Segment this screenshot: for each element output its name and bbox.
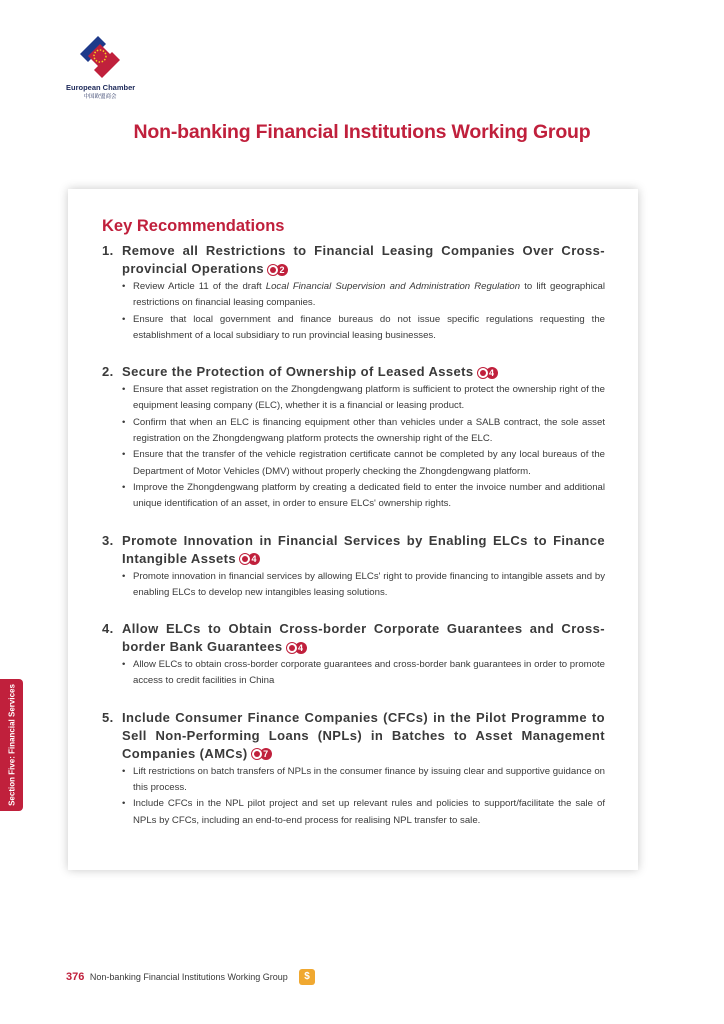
recommendation-number: 4. — [102, 621, 114, 637]
target-icon — [267, 264, 279, 276]
recommendation-title: Promote Innovation in Financial Services by Enabling ELCs to Finance Intangible Assets — [122, 532, 605, 566]
recommendation — [102, 242, 605, 344]
bullet-item: • Confirm that when an ELC is financing equipment other than vehicles under a SALB contract, the sole asset registration on the Zhongdengwang platform protects the ownership right of the ELC. — [122, 415, 605, 448]
rating-number: 4 — [295, 642, 307, 654]
rating-badge — [286, 642, 307, 654]
recommendation-title: Remove all Restrictions to Financial Leasing Companies Over Cross-provincial Operations — [122, 243, 605, 276]
rating-number: 7 — [260, 748, 272, 760]
rating-badge — [267, 264, 288, 276]
page-footer — [66, 971, 288, 983]
rating-badge — [251, 748, 272, 760]
section-heading: Key Recommendations — [102, 217, 285, 235]
section-side-tab-label: Section Five: Financial Services — [7, 684, 16, 806]
bullet-item: • Ensure that asset registration on the Zhongdengwang platform is sufficient to protect the ownership right of the equipment leasing company (ELC), whether it is a financial or leasing product. — [122, 382, 605, 415]
money-bag-icon: $ — [299, 969, 315, 985]
rating-number: 4 — [248, 553, 260, 565]
target-icon — [477, 367, 489, 379]
bullet-item: • Lift restrictions on batch transfers of NPLs in the consumer finance by issuing clear and supportive guidance on this process. — [122, 764, 605, 797]
rating-badge — [239, 553, 260, 565]
recommendation-title: Include Consumer Finance Companies (CFCs) in the Pilot Programme to Sell Non-Performing Loans (NPLs) in Batches to Asset Management Companies (AMCs) — [122, 709, 605, 761]
footer-running-title: Non-banking Financial Institutions Working Group — [89, 972, 288, 982]
logo-mark — [78, 34, 122, 80]
page-title: Non-banking Financial Institutions Working Group — [133, 121, 591, 143]
bullet-item: • Ensure that local government and finance bureaus do not issue specific regulations requesting the establishment of a local subsidiary to run provincial leasing businesses. — [122, 312, 605, 345]
recommendation-number: 5. — [102, 709, 114, 725]
rating-number: 2 — [276, 264, 288, 276]
recommendation-number: 2. — [102, 364, 114, 380]
section-side-tab[interactable] — [0, 679, 23, 811]
recommendation-title: Allow ELCs to Obtain Cross-border Corporate Guarantees and Cross-border Bank Guarantees — [122, 621, 605, 655]
recommendation — [102, 709, 605, 829]
recommendation-number: 3. — [102, 532, 114, 548]
recommendation-number: 1. — [102, 243, 114, 258]
bullet-item: • Ensure that the transfer of the vehicle registration certificate cannot be completed by any local bureaus of the Department of Motor Vehicles (DMV) without properly checking the Zhongdengwang platform. — [122, 447, 605, 480]
target-icon — [251, 748, 263, 760]
bullet-item: • Promote innovation in financial services by allowing ELCs' right to provide financing to intangible assets and by enabling ELCs to develop new intangibles leasing solutions. — [122, 569, 605, 602]
org-name-cn: 中国欧盟商会 — [83, 94, 117, 100]
org-name: European Chamber — [66, 83, 136, 92]
key-recommendations-card — [68, 189, 638, 870]
recommendation — [102, 363, 605, 512]
rating-number: 4 — [486, 367, 498, 379]
bullet-item: • Include CFCs in the NPL pilot project and set up relevant rules and policies to support/facilitate the sale of NPLs by CFCs, including an end-to-end process for realising NPL transfer to sale. — [122, 796, 605, 829]
recommendation — [102, 532, 605, 602]
target-icon — [286, 642, 298, 654]
bullet-item: • Improve the Zhongdengwang platform by creating a dedicated field to enter the invoice number and additional unique identification of an asset, in order to ensure ELCs' ownership rights. — [122, 480, 605, 513]
page-number: 376 — [66, 971, 85, 983]
recommendation-title: Secure the Protection of Ownership of Leased Assets — [122, 364, 474, 380]
bullet-item: • Review Article 11 of the draft Local Financial Supervision and Administration Regulation to lift geographical restrictions on financial leasing companies. — [122, 279, 605, 312]
recommendation — [102, 620, 605, 690]
target-icon — [239, 553, 251, 565]
bullet-item: • Allow ELCs to obtain cross-border corporate guarantees and cross-border bank guarantees in order to promote access to credit facilities in China — [122, 657, 605, 690]
rating-badge — [477, 367, 498, 379]
